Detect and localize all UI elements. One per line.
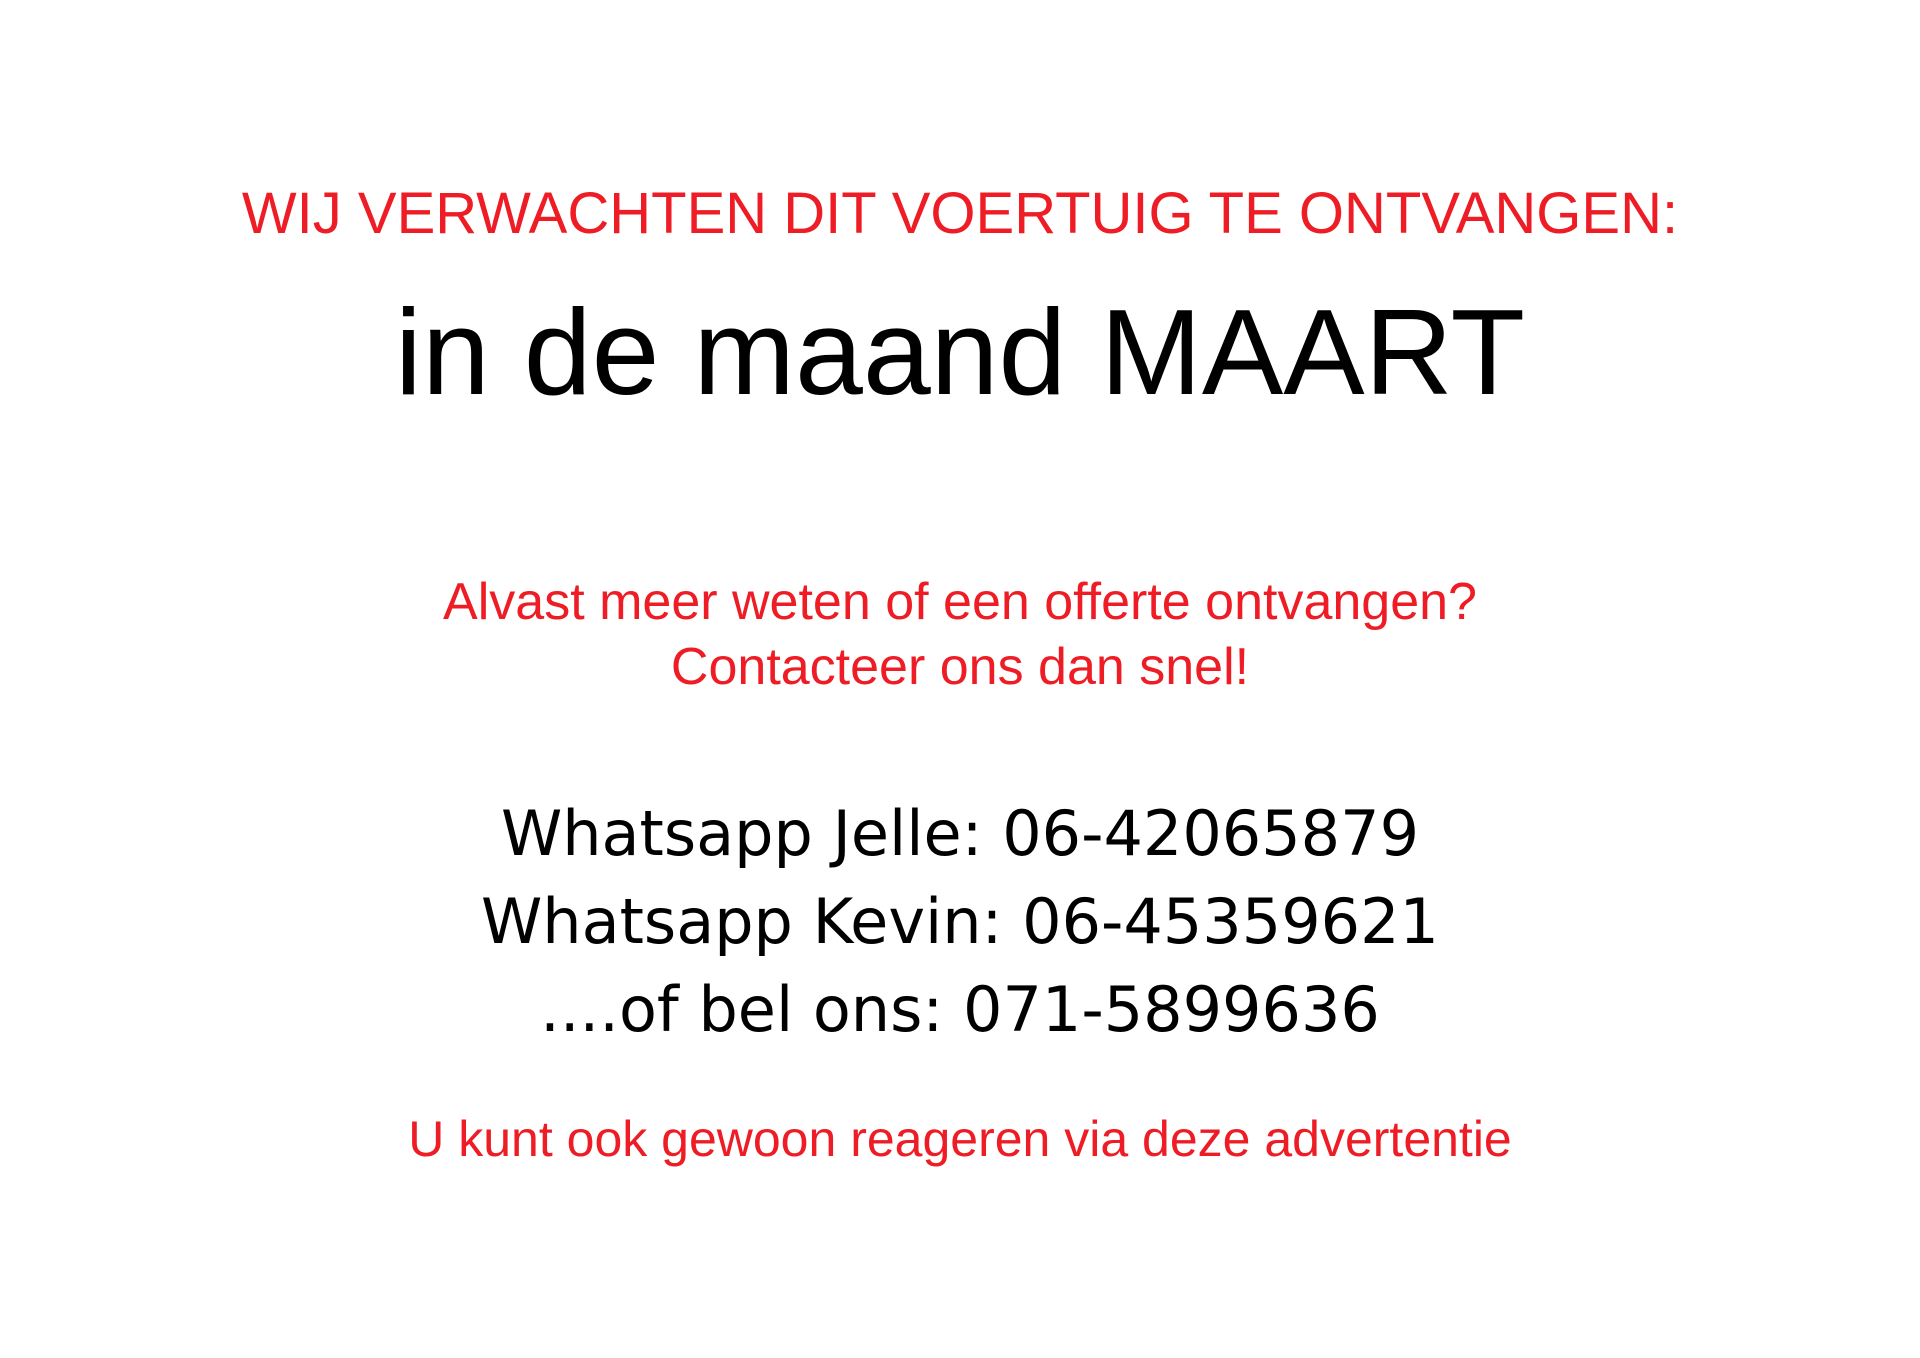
contact-details-block (0, 790, 1920, 1054)
poster-heading-expectation: WIJ VERWACHTEN DIT VOERTUIG TE ONTVANGEN: (241, 181, 1679, 246)
poster-question-block (0, 570, 1920, 700)
contact-whatsapp-jelle: Whatsapp Jelle: 06-42065879 (500, 797, 1420, 870)
contact-phone: ....of bel ons: 071-5899636 (540, 973, 1380, 1047)
poster-question-line-2: Contacteer ons dan snel! (670, 638, 1250, 696)
contact-whatsapp-kevin: Whatsapp Kevin: 06-45359621 (481, 885, 1439, 959)
poster-footer-note: U kunt ook gewoon reageren via deze advertentie (408, 1111, 1512, 1167)
poster-question-line-1: Alvast meer weten of een offerte ontvangen? (443, 573, 1477, 631)
poster-heading-month: in de maand MAART (394, 284, 1526, 420)
